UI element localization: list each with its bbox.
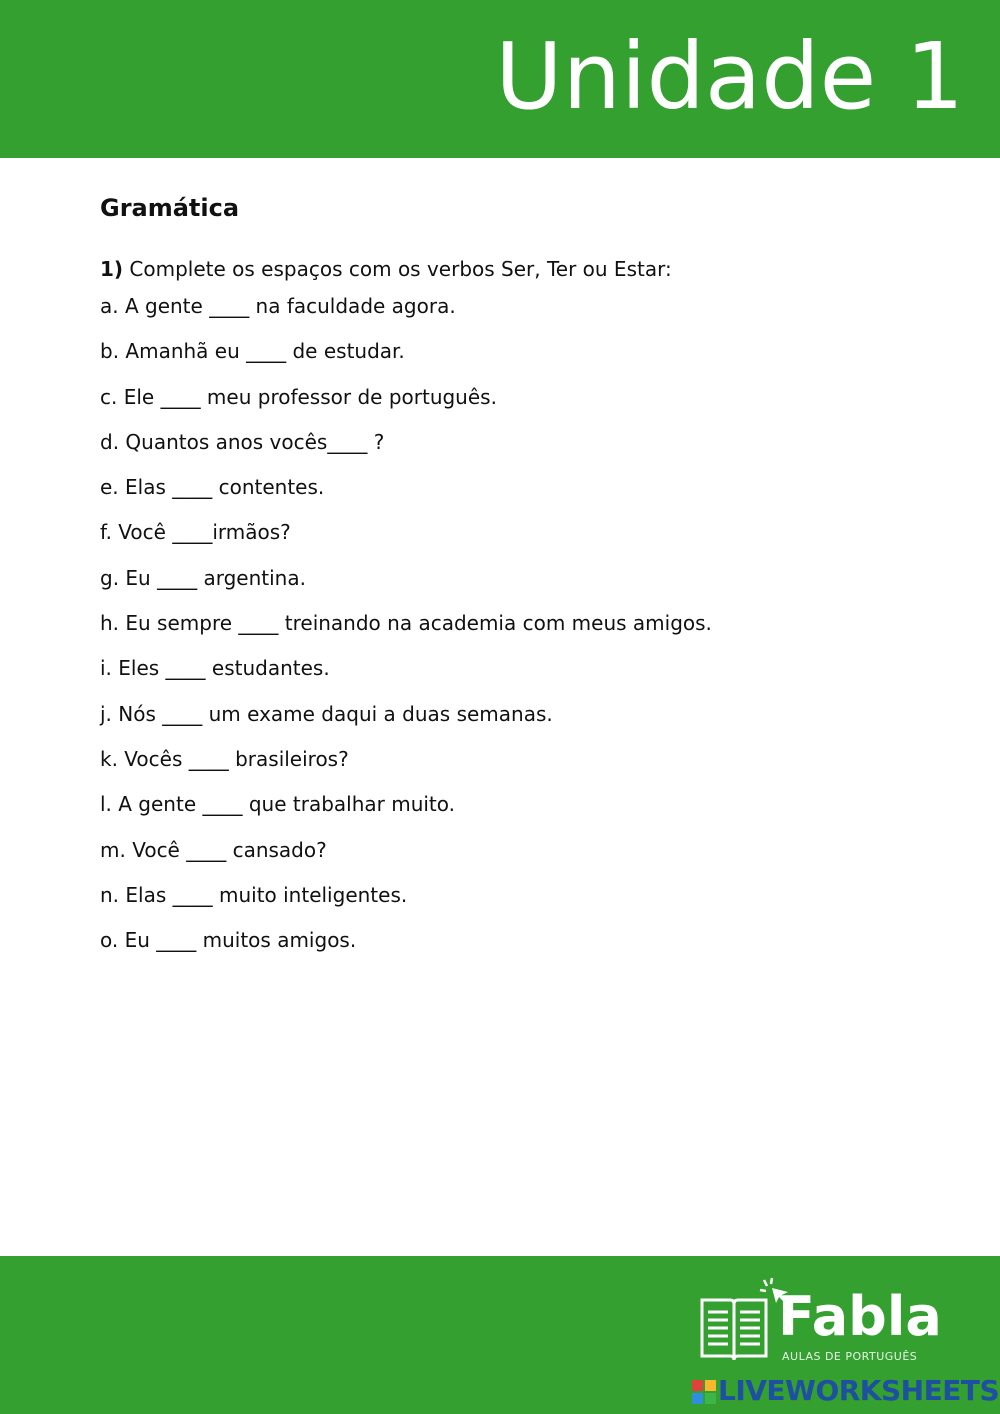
exercise-item[interactable]: l. A gente ____ que trabalhar muito. — [100, 792, 456, 817]
exercise-item[interactable]: g. Eu ____ argentina. — [100, 565, 306, 590]
exercise-instruction — [100, 254, 960, 284]
exercise-list — [100, 293, 960, 972]
header-banner — [0, 0, 1000, 158]
section-title: Gramática — [100, 194, 240, 222]
exercise-item[interactable]: e. Elas ____ contentes. — [100, 475, 325, 500]
exercise-item[interactable]: d. Quantos anos vocês____ ? — [100, 429, 385, 454]
footer-banner — [0, 1256, 1000, 1414]
liveworksheets-watermark — [692, 1374, 1000, 1408]
fabla-logo — [698, 1276, 958, 1366]
exercise-item[interactable]: i. Eles ____ estudantes. — [100, 656, 330, 681]
instruction-text: Complete os espaços com os verbos Ser, Ter ou Estar: — [129, 257, 672, 281]
exercise-item[interactable]: b. Amanhã eu ____ de estudar. — [100, 339, 405, 364]
worksheet-content — [100, 190, 960, 972]
page-title: Unidade 1 — [495, 23, 964, 130]
exercise-item[interactable]: f. Você ____irmãos? — [100, 520, 291, 545]
brand-tagline: AULAS DE PORTUGUÊS — [782, 1350, 918, 1363]
exercise-item[interactable]: h. Eu sempre ____ treinando na academia com meus amigos. — [100, 611, 712, 636]
exercise-item[interactable]: m. Você ____ cansado? — [100, 837, 327, 862]
exercise-number: 1) — [100, 257, 124, 281]
liveworksheets-text: LIVEWORKSHEETS — [718, 1374, 1000, 1407]
exercise-item[interactable]: o. Eu ____ muitos amigos. — [100, 928, 357, 953]
exercise-item[interactable]: a. A gente ____ na faculdade agora. — [100, 294, 456, 318]
exercise-item[interactable]: j. Nós ____ um exame daqui a duas semanas. — [100, 701, 553, 726]
liveworksheets-badge-icon — [692, 1380, 716, 1404]
brand-name: Fabla — [778, 1285, 942, 1348]
exercise-item[interactable]: n. Elas ____ muito inteligentes. — [100, 882, 408, 907]
exercise-item[interactable]: k. Vocês ____ brasileiros? — [100, 746, 349, 771]
exercise-item[interactable]: c. Ele ____ meu professor de português. — [100, 384, 497, 409]
